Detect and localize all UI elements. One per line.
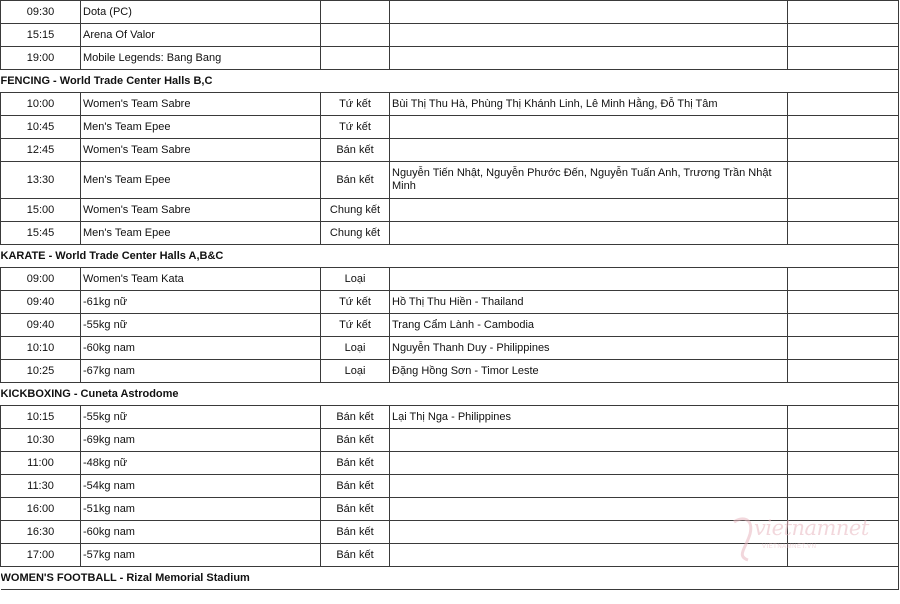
- extra-cell: [788, 406, 899, 429]
- athletes-cell: [390, 116, 788, 139]
- extra-cell: [788, 268, 899, 291]
- stage-cell: Tứ kết: [321, 93, 390, 116]
- table-row: [1, 139, 899, 162]
- athletes-cell: [390, 498, 788, 521]
- athletes-cell: [390, 47, 788, 70]
- table-row: [1, 475, 899, 498]
- event-cell: Men's Team Epee: [81, 116, 321, 139]
- time-cell: 10:45: [1, 116, 81, 139]
- event-cell: Mobile Legends: Bang Bang: [81, 47, 321, 70]
- event-cell: -51kg nam: [81, 498, 321, 521]
- stage-cell: Bán kết: [321, 475, 390, 498]
- athletes-cell: [390, 544, 788, 567]
- time-cell: 16:00: [1, 498, 81, 521]
- stage-cell: Bán kết: [321, 544, 390, 567]
- stage-cell: Bán kết: [321, 406, 390, 429]
- time-cell: 10:30: [1, 429, 81, 452]
- stage-cell: Bán kết: [321, 139, 390, 162]
- table-row: [1, 1, 899, 24]
- athletes-cell: [390, 429, 788, 452]
- event-cell: -67kg nam: [81, 360, 321, 383]
- athletes-cell: Lại Thị Nga - Philippines: [390, 406, 788, 429]
- time-cell: 19:00: [1, 47, 81, 70]
- event-cell: Women's Team Sabre: [81, 199, 321, 222]
- table-row: [1, 429, 899, 452]
- table-row: [1, 360, 899, 383]
- athletes-cell: [390, 24, 788, 47]
- time-cell: 11:00: [1, 452, 81, 475]
- time-cell: 10:10: [1, 337, 81, 360]
- event-cell: Dota (PC): [81, 1, 321, 24]
- section-header-row: [1, 383, 899, 406]
- athletes-cell: [390, 475, 788, 498]
- extra-cell: [788, 116, 899, 139]
- extra-cell: [788, 24, 899, 47]
- table-row: [1, 498, 899, 521]
- athletes-cell: [390, 268, 788, 291]
- table-row: [1, 162, 899, 199]
- event-cell: -69kg nam: [81, 429, 321, 452]
- extra-cell: [788, 498, 899, 521]
- extra-cell: [788, 222, 899, 245]
- extra-cell: [788, 360, 899, 383]
- table-row: [1, 24, 899, 47]
- section-title: KARATE - World Trade Center Halls A,B&C: [1, 245, 899, 268]
- athletes-cell: Nguyễn Thanh Duy - Philippines: [390, 337, 788, 360]
- time-cell: 09:40: [1, 314, 81, 337]
- section-title: KICKBOXING - Cuneta Astrodome: [1, 383, 899, 406]
- athletes-cell: [390, 452, 788, 475]
- extra-cell: [788, 47, 899, 70]
- table-row: [1, 93, 899, 116]
- stage-cell: [321, 47, 390, 70]
- time-cell: 15:00: [1, 199, 81, 222]
- table-row: [1, 47, 899, 70]
- athletes-cell: Trang Cẩm Lành - Cambodia: [390, 314, 788, 337]
- time-cell: 15:15: [1, 24, 81, 47]
- table-row: [1, 337, 899, 360]
- event-cell: -57kg nam: [81, 544, 321, 567]
- time-cell: 10:15: [1, 406, 81, 429]
- time-cell: 09:30: [1, 1, 81, 24]
- section-title: FENCING - World Trade Center Halls B,C: [1, 70, 899, 93]
- extra-cell: [788, 429, 899, 452]
- table-row: [1, 544, 899, 567]
- event-cell: Women's Team Sabre: [81, 139, 321, 162]
- extra-cell: [788, 475, 899, 498]
- event-cell: Women's Team Kata: [81, 268, 321, 291]
- table-row: [1, 406, 899, 429]
- event-cell: Women's Team Sabre: [81, 93, 321, 116]
- stage-cell: [321, 1, 390, 24]
- time-cell: 09:00: [1, 268, 81, 291]
- time-cell: 12:45: [1, 139, 81, 162]
- extra-cell: [788, 162, 899, 199]
- event-cell: -61kg nữ: [81, 291, 321, 314]
- athletes-cell: Nguyễn Tiến Nhật, Nguyễn Phước Đến, Nguyễn Tuấn Anh, Trương Trần Nhật Minh: [390, 162, 788, 199]
- stage-cell: Loại: [321, 337, 390, 360]
- stage-cell: Loại: [321, 268, 390, 291]
- table-row: [1, 222, 899, 245]
- time-cell: 09:40: [1, 291, 81, 314]
- event-cell: -60kg nam: [81, 337, 321, 360]
- extra-cell: [788, 452, 899, 475]
- stage-cell: Bán kết: [321, 452, 390, 475]
- extra-cell: [788, 139, 899, 162]
- event-cell: Men's Team Epee: [81, 222, 321, 245]
- table-row: [1, 314, 899, 337]
- table-row: [1, 521, 899, 544]
- time-cell: 13:30: [1, 162, 81, 199]
- time-cell: 16:30: [1, 521, 81, 544]
- stage-cell: Chung kết: [321, 199, 390, 222]
- athletes-cell: Bùi Thị Thu Hà, Phùng Thị Khánh Linh, Lê Minh Hằng, Đỗ Thị Tâm: [390, 93, 788, 116]
- section-header-row: [1, 245, 899, 268]
- event-cell: Arena Of Valor: [81, 24, 321, 47]
- stage-cell: Tứ kết: [321, 291, 390, 314]
- schedule-body: [1, 1, 899, 590]
- section-header-row: [1, 70, 899, 93]
- stage-cell: Bán kết: [321, 498, 390, 521]
- time-cell: 10:25: [1, 360, 81, 383]
- extra-cell: [788, 521, 899, 544]
- athletes-cell: [390, 139, 788, 162]
- time-cell: 17:00: [1, 544, 81, 567]
- athletes-cell: [390, 222, 788, 245]
- stage-cell: Bán kết: [321, 429, 390, 452]
- table-row: [1, 199, 899, 222]
- stage-cell: Tứ kết: [321, 116, 390, 139]
- stage-cell: [321, 24, 390, 47]
- time-cell: 11:30: [1, 475, 81, 498]
- event-cell: -55kg nữ: [81, 314, 321, 337]
- event-cell: Men's Team Epee: [81, 162, 321, 199]
- event-cell: -60kg nam: [81, 521, 321, 544]
- watermark-tagline: VIETNAMNET.VN: [762, 544, 817, 550]
- section-title: WOMEN'S FOOTBALL - Rizal Memorial Stadium: [1, 567, 899, 590]
- extra-cell: [788, 199, 899, 222]
- event-cell: -48kg nữ: [81, 452, 321, 475]
- athletes-cell: Hồ Thị Thu Hiền - Thailand: [390, 291, 788, 314]
- athletes-cell: Đặng Hồng Sơn - Timor Leste: [390, 360, 788, 383]
- stage-cell: Chung kết: [321, 222, 390, 245]
- extra-cell: [788, 337, 899, 360]
- stage-cell: Loại: [321, 360, 390, 383]
- extra-cell: [788, 291, 899, 314]
- stage-cell: Bán kết: [321, 521, 390, 544]
- athletes-cell: [390, 1, 788, 24]
- watermark-brand: vietnamnet: [754, 516, 869, 540]
- event-cell: -55kg nữ: [81, 406, 321, 429]
- table-row: [1, 452, 899, 475]
- extra-cell: [788, 1, 899, 24]
- athletes-cell: [390, 521, 788, 544]
- extra-cell: [788, 314, 899, 337]
- time-cell: 10:00: [1, 93, 81, 116]
- athletes-cell: [390, 199, 788, 222]
- stage-cell: Bán kết: [321, 162, 390, 199]
- extra-cell: [788, 93, 899, 116]
- extra-cell: [788, 544, 899, 567]
- stage-cell: Tứ kết: [321, 314, 390, 337]
- time-cell: 15:45: [1, 222, 81, 245]
- table-row: [1, 291, 899, 314]
- table-row: [1, 116, 899, 139]
- section-header-row: [1, 567, 899, 590]
- event-cell: -54kg nam: [81, 475, 321, 498]
- table-row: [1, 268, 899, 291]
